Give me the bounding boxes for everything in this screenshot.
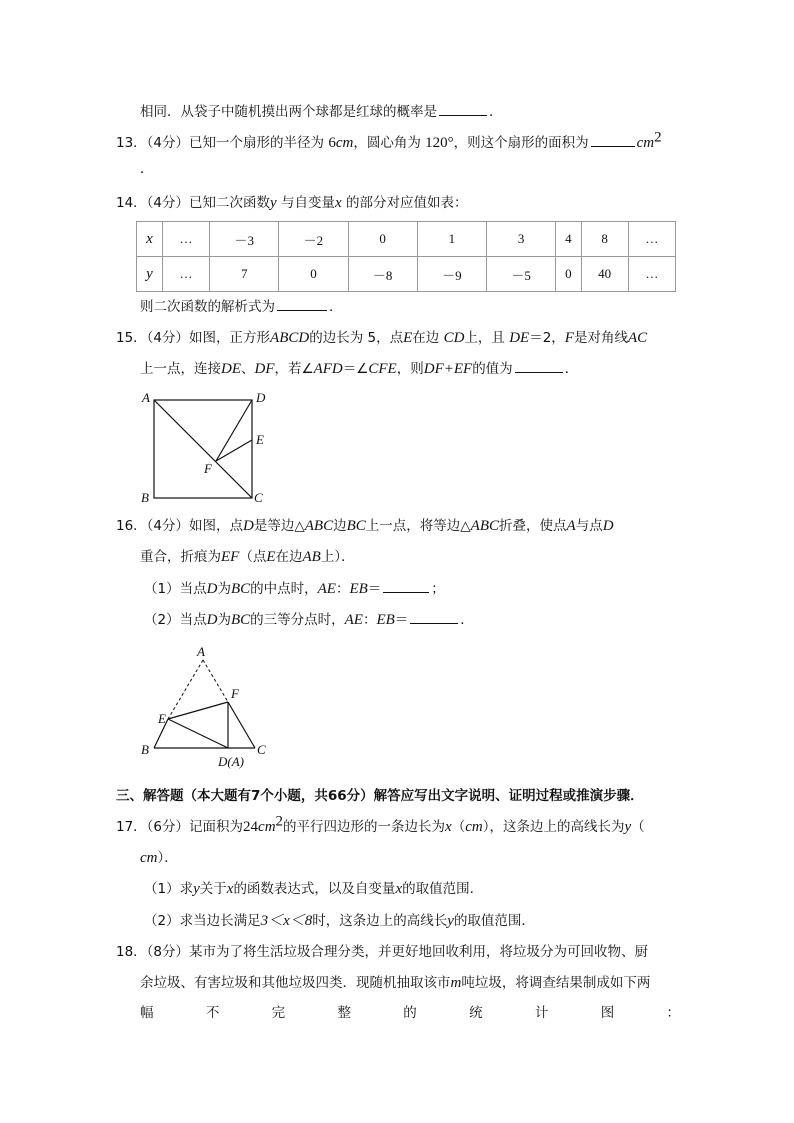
answer-blank[interactable] (410, 611, 458, 624)
table-cell: －2 (279, 222, 348, 257)
q15-line2: 上一点，连接DE、DF，若∠AFD＝∠CFE，则DF+EF的值为 ． (140, 361, 579, 377)
segment-ed (168, 719, 228, 748)
label-a: A (142, 390, 150, 405)
q15-line1: 15．（4分）如图，正方形ABCD的边长为 5，点E在边 CD上，且 DE＝2，F是对角线AC (116, 330, 648, 346)
table-row-x (137, 222, 676, 257)
q14-line: 14．（4分）已知二次函数y 与自变量x 的部分对应值如表： (116, 195, 468, 211)
label-e: E (256, 432, 264, 447)
q13-line: 13．（4分）已知一个扇形的半径为 6cm，圆心角为 120°，则这个扇形的面积为 $cm^2$ (116, 129, 662, 151)
table-cell: －8 (348, 257, 417, 292)
label-a: A (197, 644, 205, 659)
q18-line3: 幅 不 完 整 的 统 计 图 ： (140, 1005, 680, 1021)
label-c: C (257, 742, 266, 757)
q16-line1: 16．（4分）如图，点D是等边△ABC边BC上一点，将等边△ABC折叠，使点A与点D (116, 518, 614, 534)
q18-line1: 18．（8分）某市为了将生活垃圾合理分类，并更好地回收利用，将垃圾分为可回收物、厨 (116, 944, 649, 960)
q17-line2: cm）． (140, 850, 178, 866)
table-cell: －9 (417, 257, 486, 292)
label-f: F (231, 686, 239, 701)
segment-df (216, 400, 252, 461)
table-cell: … (628, 222, 675, 257)
side-fc (228, 702, 255, 748)
label-f: F (204, 461, 212, 476)
table-cell: y (137, 257, 163, 292)
table-cell: 1 (417, 222, 486, 257)
section-title: 三、解答题（本大题有7个小题，共66分）解答应写出文字说明、证明过程或推演步骤． (116, 788, 644, 804)
q17-sub2: （2）求当边长满足3＜x＜8时，这条边上的高线长y的取值范围． (144, 913, 535, 929)
answer-blank[interactable] (383, 580, 429, 593)
q18-line2: 余垃圾、有害垃圾和其他垃圾四类．现随机抽取该市m吨垃圾，将调查结果制成如下两 (140, 975, 651, 991)
q16-sub2: （2）当点D为BC的三等分点时，AE：EB＝ ． (144, 612, 474, 628)
table-cell: 4 (556, 222, 581, 257)
label-c: C (254, 490, 263, 505)
label-d: D (256, 390, 266, 405)
value-table (136, 221, 676, 292)
q12-line: 相同．从袋子中随机摸出两个球都是红球的概率是 ． (140, 104, 503, 120)
table-row-y (137, 257, 676, 292)
table-cell: 40 (581, 257, 628, 292)
segment-ef (216, 440, 252, 461)
label-e: E (158, 711, 166, 726)
answer-blank[interactable] (591, 134, 635, 147)
label-b: B (141, 490, 149, 505)
table-cell: 0 (279, 257, 348, 292)
table-cell: 7 (210, 257, 279, 292)
table-cell: … (628, 257, 675, 292)
q14-after: 则二次函数的解析式为 ． (140, 299, 343, 315)
label-b: B (141, 742, 149, 757)
answer-blank[interactable] (515, 360, 563, 373)
table-cell: 0 (348, 222, 417, 257)
answer-blank[interactable] (277, 298, 327, 311)
fold-af-dashed (203, 660, 228, 702)
q17-sub1: （1）求y关于x的函数表达式，以及自变量x的取值范围． (144, 881, 484, 897)
table-cell: … (162, 222, 209, 257)
label-d-a: D(A) (218, 754, 244, 769)
table-cell: －5 (486, 257, 555, 292)
q16-line2: 重合，折痕为EF（点E在边AB上）． (140, 549, 355, 565)
table-cell: 0 (556, 257, 581, 292)
q17-line1: 17．（6分）记面积为$24cm^2$的平行四边形的一条边长为x（cm），这条边上的高线长为y（ (116, 813, 645, 835)
triangle-figure (136, 642, 276, 772)
table-cell: －3 (210, 222, 279, 257)
table-cell: 8 (581, 222, 628, 257)
q16-sub1: （1）当点D为BC的中点时，AE：EB＝ ； (144, 581, 445, 597)
table-cell: 3 (486, 222, 555, 257)
table-cell: x (137, 222, 163, 257)
table-cell: … (162, 257, 209, 292)
square-figure (136, 388, 276, 506)
answer-blank[interactable] (439, 103, 487, 116)
q13-dot: ． (140, 161, 154, 177)
